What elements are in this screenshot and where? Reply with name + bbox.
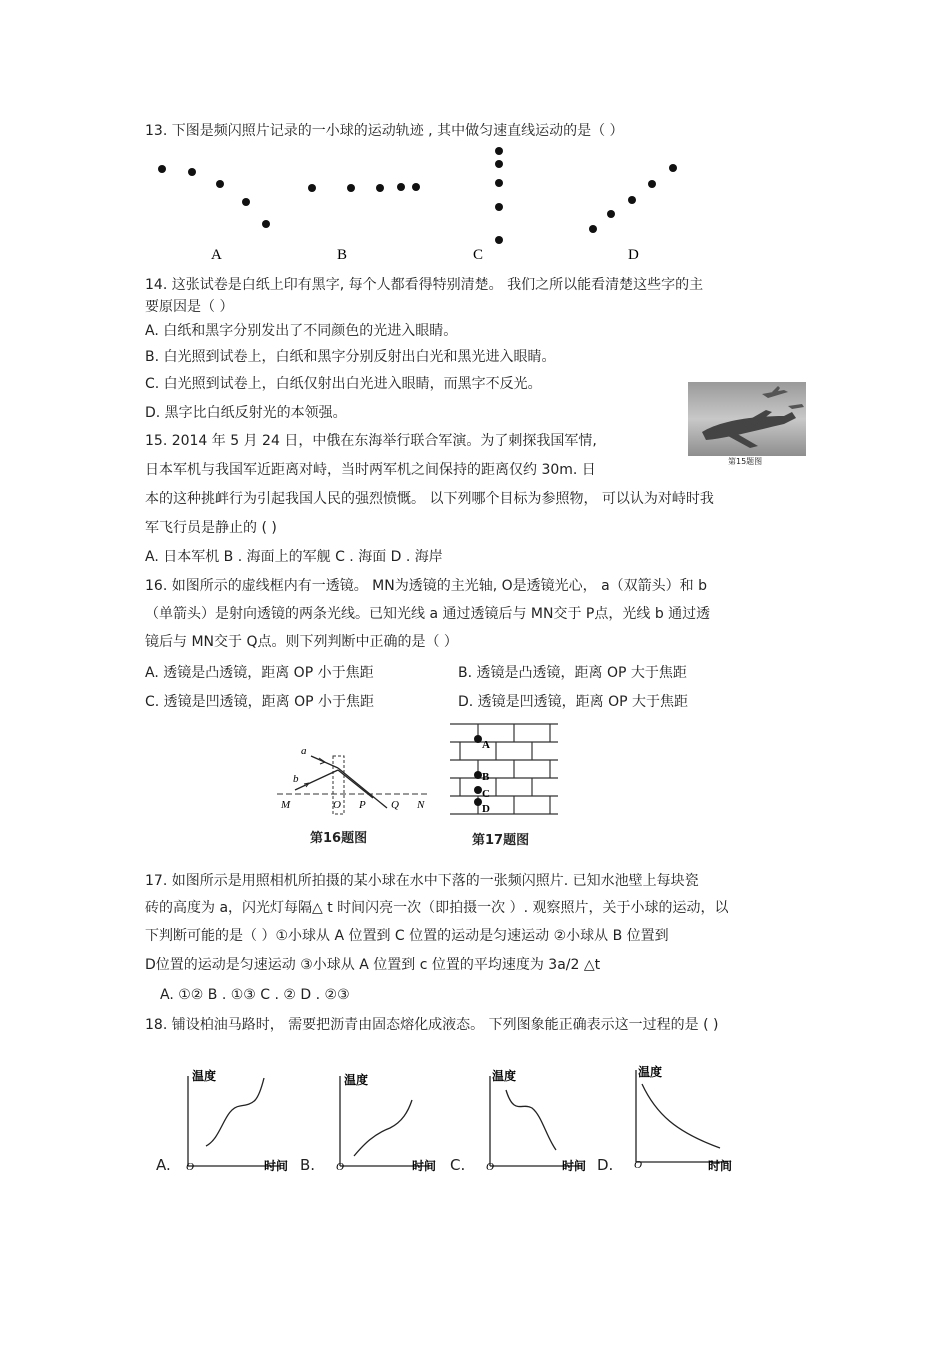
q18-graph-a (170, 1066, 290, 1176)
q15-line4: 军飞行员是静止的 ( ) (145, 520, 277, 536)
q18-graph-c (470, 1066, 590, 1176)
q13-label-a: A (211, 247, 222, 263)
q17-label-c: C (482, 788, 490, 800)
q14-option-a: A. 白纸和黑字分别发出了不同颜色的光进入眼睛。 (145, 323, 458, 339)
q18-b-ylabel: 温度 (344, 1073, 369, 1087)
q18-c-xlabel: 时间 (562, 1159, 587, 1173)
q18-option-a: A. (156, 1156, 171, 1174)
q17-label-b: B (482, 771, 490, 783)
q16-option-b: B. 透镜是凸透镜，距离 OP 大于焦距 (458, 665, 687, 681)
q18-d-ylabel: 温度 (638, 1065, 663, 1079)
q14-option-b: B. 白光照到试卷上，白纸和黑字分别反射出白光和黑光进入眼睛。 (145, 349, 556, 365)
q13-track-b (308, 183, 420, 192)
q17-line4: D位置的运动是匀速运动 ③小球从 A 位置到 c 位置的平均速度为 3a/2 △t (145, 957, 601, 973)
q18-d-origin: O (634, 1159, 642, 1171)
q16-label-a: a (301, 745, 307, 757)
q18-c-origin: O (486, 1161, 494, 1173)
q17-label-d: D (482, 803, 490, 815)
q18-graph-b (318, 1066, 438, 1176)
q18-option-b: B. (300, 1156, 316, 1174)
q16-label-q: Q (391, 799, 399, 811)
q13-track-a (158, 165, 270, 228)
q13-track-c (495, 147, 503, 244)
q17-line1: 17. 如图所示是用照相机所拍摄的某小球在水中下落的一张频闪照片. 已知水池壁上每块瓷 (145, 873, 699, 889)
q17-caption: 第17题图 (472, 833, 530, 848)
q18-b-origin: O (336, 1161, 344, 1173)
q13-track-d (589, 164, 677, 233)
q16-label-p: P (359, 799, 366, 811)
q14-line2: 要原因是（ ） (145, 299, 234, 315)
q14-line1: 14. 这张试卷是白纸上印有黑字, 每个人都看得特别清楚。 我们之所以能看清楚这些字的主 (145, 277, 704, 293)
q15-line2: 日本军机与我国军近距离对峙，当时两军机之间保持的距离仅约 30m. 日 (145, 462, 596, 478)
q15-caption: 第15题图 (728, 457, 763, 466)
q16-figure (275, 740, 435, 820)
q15-photo (688, 382, 806, 456)
q18-stem: 18. 铺设柏油马路时， 需要把沥青由固态熔化成液态。 下列图象能正确表示这一过程的是 ( ) (145, 1017, 719, 1033)
q13-stem: 13. 下图是频闪照片记录的一小球的运动轨迹 , 其中做匀速直线运动的是（ ） (145, 123, 624, 139)
q16-label-o: O (333, 799, 341, 811)
q16-caption: 第16题图 (310, 831, 368, 846)
q18-a-origin: O (186, 1161, 194, 1173)
q16-option-a: A. 透镜是凸透镜，距离 OP 小于焦距 (145, 665, 374, 681)
q14-option-d: D. 黑字比白纸反射光的本领强。 (145, 405, 347, 421)
q18-b-xlabel: 时间 (412, 1159, 437, 1173)
q17-options: A. ①② B . ①③ C . ② D . ②③ (160, 987, 350, 1003)
q16-line1: 16. 如图所示的虚线框内有一透镜。 MN为透镜的主光轴, O是透镜光心， a（双箭头）和 b (145, 578, 708, 594)
q16-label-m: M (281, 799, 291, 811)
q18-a-ylabel: 温度 (192, 1069, 217, 1083)
q16-option-d: D. 透镜是凹透镜，距离 OP 大于焦距 (458, 694, 689, 710)
q17-figure (448, 722, 568, 832)
q16-label-n: N (417, 799, 425, 811)
q18-a-xlabel: 时间 (264, 1159, 289, 1173)
q16-line2: （单箭头）是射向透镜的两条光线。已知光线 a 通过透镜后与 MN交于 P点，光线 b 通过透 (145, 606, 711, 622)
q18-option-c: C. (450, 1156, 466, 1174)
q13-label-c: C (473, 247, 484, 263)
q17-line2: 砖的高度为 a，闪光灯每隔△ t 时间闪亮一次（即拍摄一次 ）. 观察照片，关于小球的运动，以 (145, 900, 729, 916)
q18-d-xlabel: 时间 (708, 1159, 733, 1173)
q18-graph-d (620, 1062, 740, 1172)
q15-line3: 本的这种挑衅行为引起我国人民的强烈愤慨。 以下列哪个目标为参照物， 可以认为对峙时我 (145, 491, 714, 507)
q16-label-b: b (293, 773, 299, 785)
q15-options: A. 日本军机 B . 海面上的军舰 C . 海面 D . 海岸 (145, 549, 443, 565)
q17-line3: 下判断可能的是（ ）①小球从 A 位置到 C 位置的运动是匀速运动 ②小球从 B 位置到 (145, 928, 669, 944)
q18-c-ylabel: 温度 (492, 1069, 517, 1083)
q16-option-c: C. 透镜是凹透镜，距离 OP 小于焦距 (145, 694, 375, 710)
q15-line1: 15. 2014 年 5 月 24 日，中俄在东海举行联合军演。为了刺探我国军情, (145, 433, 597, 449)
q18-option-d: D. (597, 1156, 614, 1174)
q17-label-a: A (482, 739, 490, 751)
q16-line3: 镜后与 MN交于 Q点。则下列判断中正确的是（ ） (145, 634, 458, 650)
q13-label-b: B (337, 247, 348, 263)
q13-figure (0, 140, 950, 280)
q14-option-c: C. 白光照到试卷上，白纸仅射出白光进入眼睛，而黑字不反光。 (145, 376, 542, 392)
q13-label-d: D (628, 247, 639, 263)
